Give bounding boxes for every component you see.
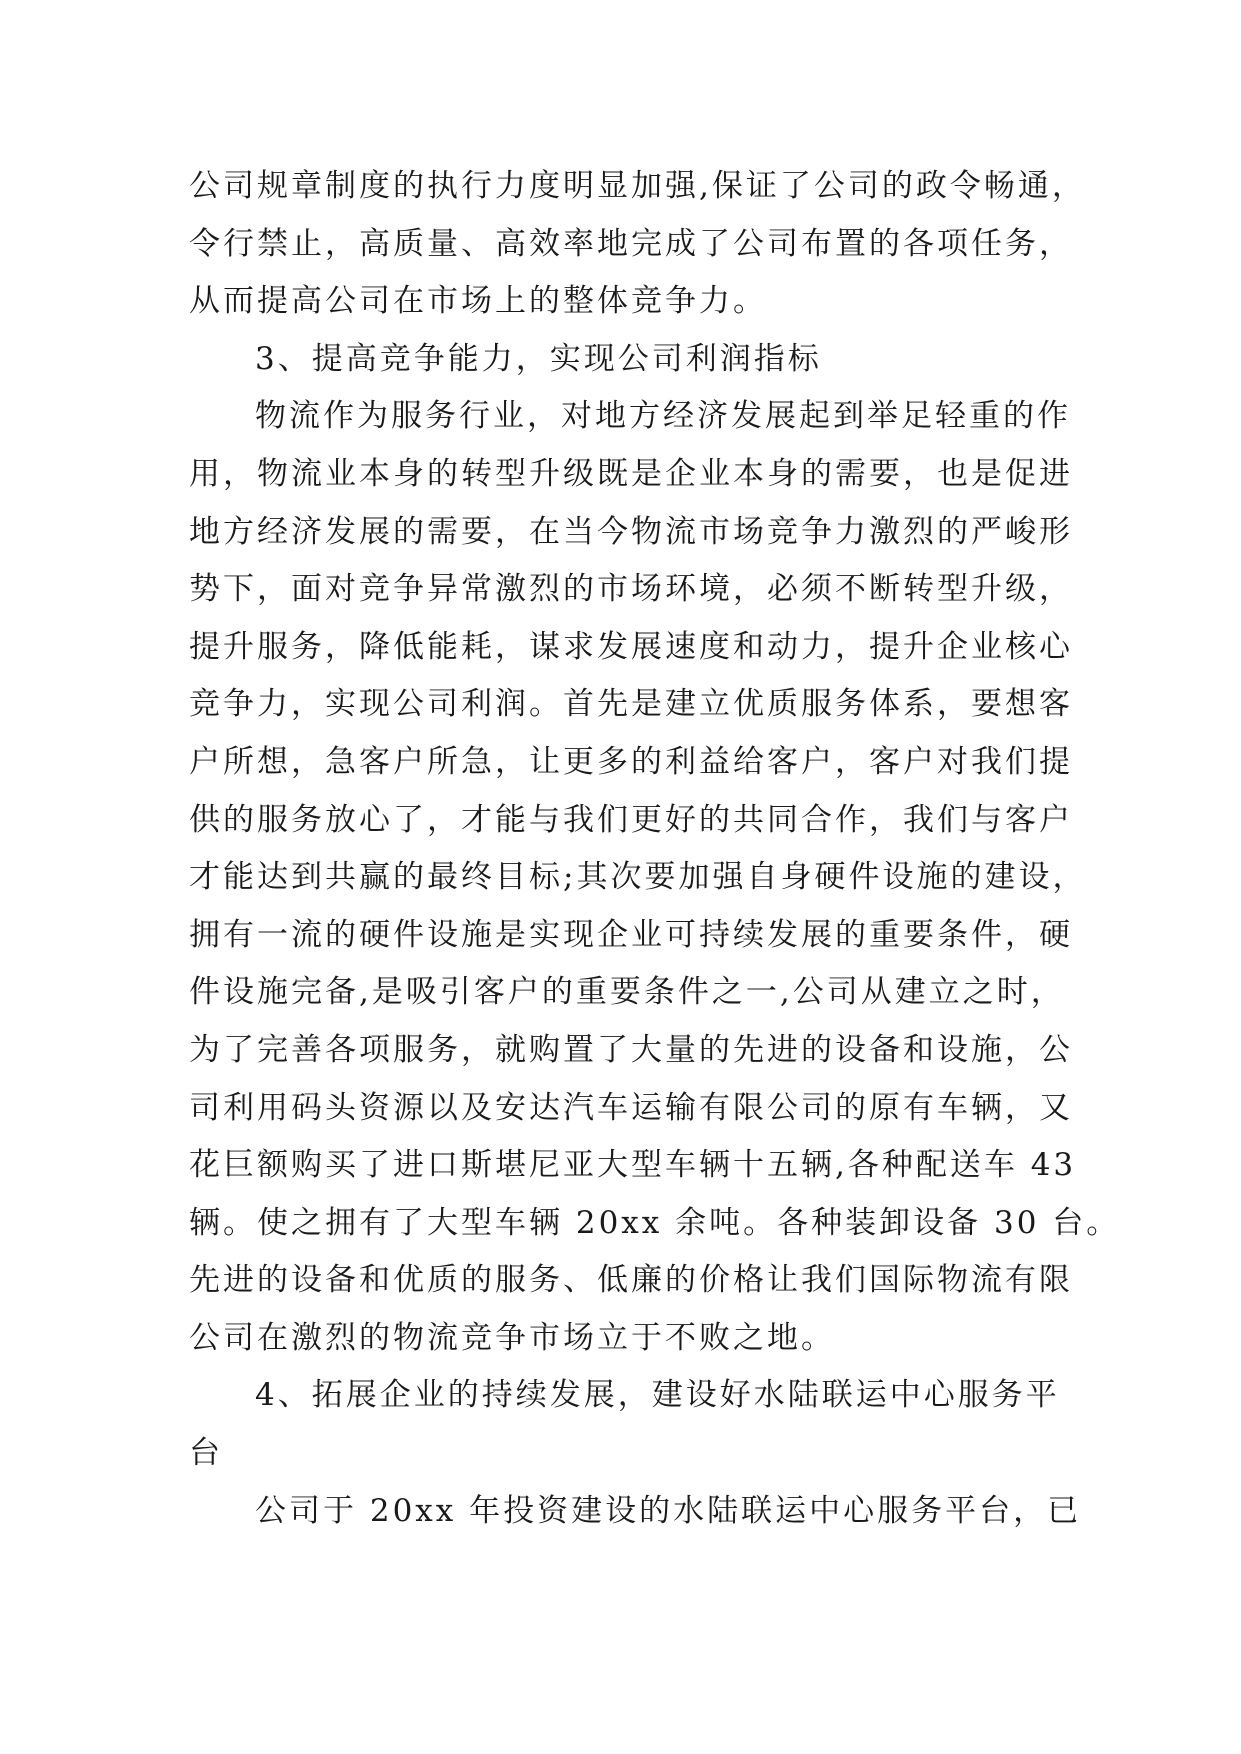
text-line: 用，物流业本身的转型升级既是企业本身的需要，也是促进 xyxy=(189,455,1073,492)
text-line: 先进的设备和优质的服务、低廉的价格让我们国际物流有限 xyxy=(189,1262,1073,1299)
text-line: 竞争力，实现公司利润。首先是建立优质服务体系，要想客 xyxy=(189,686,1073,723)
text-line: 为了完善各项服务，就购置了大量的先进的设备和设施，公 xyxy=(189,1031,1073,1068)
text-line: 司利用码头资源以及安达汽车运输有限公司的原有车辆，又 xyxy=(189,1089,1073,1126)
text-line: 件设施完备,是吸引客户的重要条件之一,公司从建立之时， xyxy=(189,974,1065,1011)
text-line: 拥有一流的硬件设施是实现企业可持续发展的重要条件，硬 xyxy=(189,916,1073,953)
text-line: 公司规章制度的执行力度明显加强,保证了公司的政令畅通， xyxy=(189,168,1086,204)
text-line: 才能达到共赢的最终目标;其次要加强自身硬件设施的建设， xyxy=(189,859,1087,896)
text-line: 从而提高公司在市场上的整体竞争力。 xyxy=(189,283,767,320)
text-line: 公司在激烈的物流竞争市场立于不败之地。 xyxy=(189,1319,835,1356)
document-body xyxy=(189,158,1121,1540)
text-line: 户所想，急客户所急，让更多的利益给客户，客户对我们提 xyxy=(189,743,1073,780)
text-line: 台 xyxy=(189,1435,223,1472)
section-heading-4: 4、拓展企业的持续发展，建设好水陆联运中心服务平 xyxy=(255,1377,1060,1414)
text-line: 公司于 20xx 年投资建设的水陆联运中心服务平台，已 xyxy=(255,1492,1082,1529)
text-line: 令行禁止，高质量、高效率地完成了公司布置的各项任务， xyxy=(189,225,1073,262)
text-line: 地方经济发展的需要，在当今物流市场竞争力激烈的严峻形 xyxy=(189,513,1073,550)
text-line: 物流作为服务行业，对地方经济发展起到举足轻重的作 xyxy=(255,398,1071,435)
text-line: 供的服务放心了，才能与我们更好的共同合作，我们与客户 xyxy=(189,801,1073,838)
section-heading-3: 3、提高竞争能力，实现公司利润指标 xyxy=(255,340,822,377)
text-line: 势下，面对竞争异常激烈的市场环境，必须不断转型升级， xyxy=(189,571,1073,608)
text-line: 花巨额购买了进口斯堪尼亚大型车辆十五辆,各种配送车 43 xyxy=(189,1147,1077,1184)
text-line: 提升服务，降低能耗，谋求发展速度和动力，提升企业核心 xyxy=(189,628,1073,665)
text-line: 辆。使之拥有了大型车辆 20xx 余吨。各种装卸设备 30 台。 xyxy=(189,1204,1121,1241)
